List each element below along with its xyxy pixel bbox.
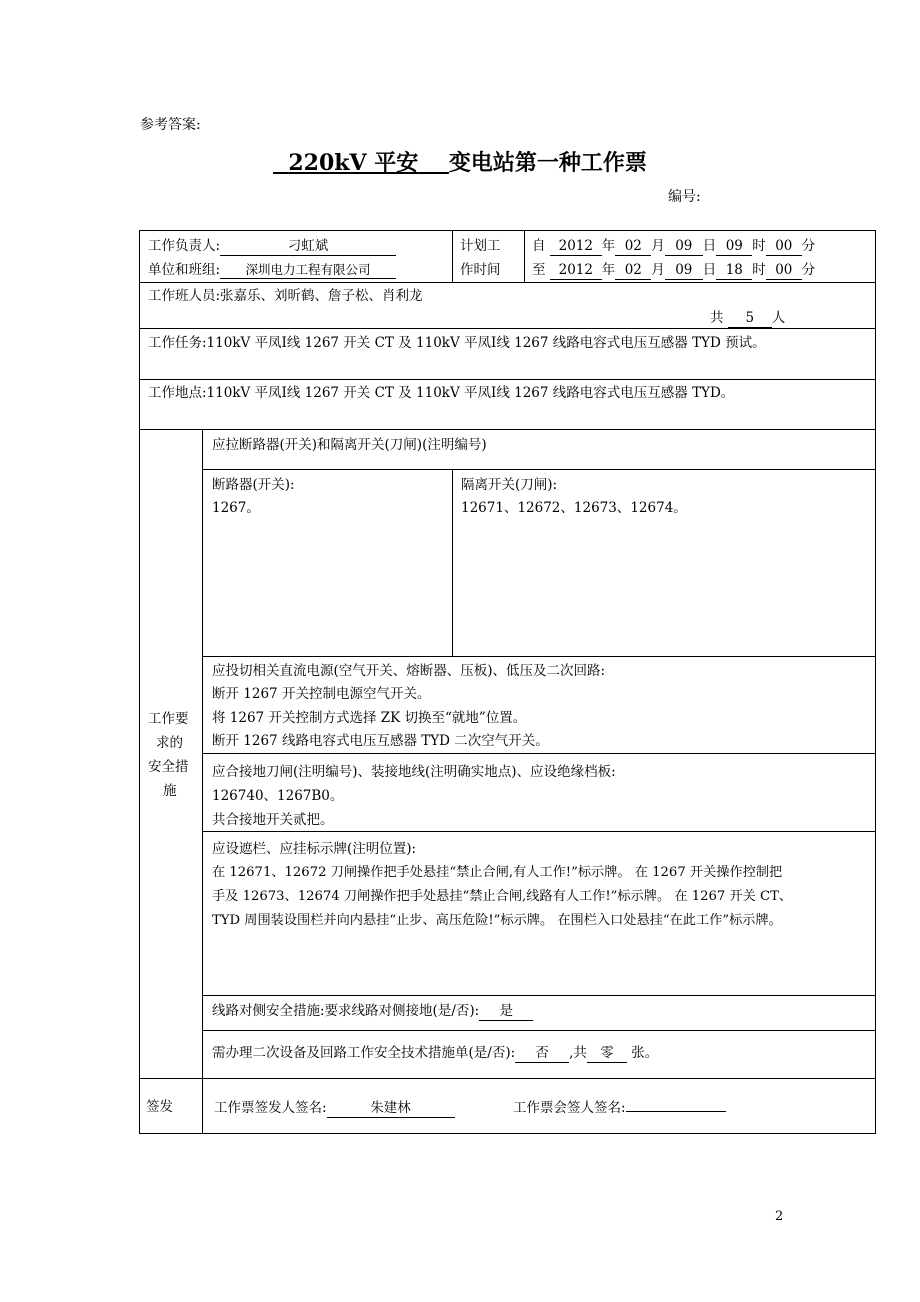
- breaker-label: 断路器(开关):: [212, 477, 295, 493]
- unit-hour: 时: [752, 262, 766, 278]
- ground-line-1: 126740、1267B0。: [212, 788, 344, 804]
- secondary-mid: ,共: [569, 1045, 587, 1061]
- signs-line-3: TYD 周围装设围栏并向内悬挂“止步、高压危险!”标示牌。 在围栏入口处悬挂“在此工作”标示牌。: [212, 913, 782, 928]
- ground-line-2: 共合接地开关贰把。: [212, 812, 334, 828]
- to-year: 2012: [550, 262, 602, 280]
- plan-time-from: [532, 236, 815, 256]
- sign-label: 签发: [146, 1099, 173, 1115]
- unit-hour: 时: [752, 238, 766, 254]
- unit-minute: 分: [801, 238, 816, 254]
- from-prefix: 自: [532, 238, 546, 254]
- responsible-value: 刁虹斌: [220, 238, 396, 256]
- header-note: 参考答案:: [140, 117, 201, 133]
- serial-label: 编号:: [668, 189, 701, 205]
- members-text: 工作班人员:张嘉乐、刘昕鹤、詹子松、肖利龙: [148, 288, 423, 304]
- members-total-value: 5: [728, 310, 772, 328]
- plan-time-label-1: 计划工: [460, 238, 501, 254]
- secondary-row: [212, 1043, 658, 1063]
- dc-line-3: 断开 1267 线路电容式电压互感器 TYD 二次空气开关。: [212, 733, 549, 749]
- unit-row: [148, 260, 396, 280]
- to-day: 09: [665, 262, 703, 280]
- line-ground-value: 是: [479, 1003, 533, 1021]
- safety-side-label-1: 工作要: [148, 711, 189, 727]
- responsible-label: 工作负责人:: [148, 238, 221, 254]
- isolator-label: 隔离开关(刀闸):: [461, 477, 558, 493]
- from-minute: 00: [766, 238, 802, 256]
- issuer-label: 工作票签发人签名:: [214, 1100, 327, 1116]
- ground-heading: 应合接地刀闸(注明编号)、装接地线(注明确实地点)、应设绝缘档板:: [212, 764, 616, 780]
- plan-time-to: [532, 260, 815, 280]
- plan-time-label-2: 作时间: [460, 262, 501, 278]
- to-minute: 00: [766, 262, 802, 280]
- title-station: 220kV 平安: [288, 150, 419, 176]
- safety-side-label-4: 施: [163, 783, 177, 799]
- secondary-suffix: 张。: [631, 1045, 659, 1061]
- unit-month: 月: [651, 238, 665, 254]
- unit-day: 日: [702, 238, 717, 254]
- breaker-value: 1267。: [212, 500, 260, 516]
- issuer-value: 朱建林: [327, 1100, 455, 1118]
- signs-line-2: 手及 12673、12674 刀闸操作把手处悬挂“禁止合闸,线路有人工作!”标示牌。 在 1267 开关 CT、: [212, 889, 793, 904]
- title-suffix: 变电站第一种工作票: [448, 150, 647, 176]
- secondary-count: 零: [587, 1045, 627, 1063]
- cosigner-row: [513, 1098, 726, 1118]
- from-hour: 09: [716, 238, 752, 256]
- dc-heading: 应投切相关直流电源(空气开关、熔断器、压板)、低压及二次回路:: [212, 663, 606, 679]
- secondary-label: 需办理二次设备及回路工作安全技术措施单(是/否):: [212, 1045, 516, 1061]
- unit-label: 单位和班组:: [148, 262, 221, 278]
- dc-line-2: 将 1267 开关控制方式选择 ZK 切换至“就地”位置。: [212, 710, 527, 726]
- page-number: 2: [775, 1209, 784, 1224]
- safety-side-label-3: 安全措: [148, 759, 189, 775]
- signs-heading: 应设遮栏、应挂标示牌(注明位置):: [212, 841, 417, 857]
- to-hour: 18: [716, 262, 752, 280]
- cosigner-label: 工作票会签人签名:: [513, 1100, 626, 1116]
- unit-value: 深圳电力工程有限公司: [220, 261, 396, 279]
- to-month: 02: [615, 262, 651, 280]
- members-total: [710, 308, 785, 328]
- safety-side-label-2: 求的: [156, 735, 183, 751]
- from-month: 02: [615, 238, 651, 256]
- responsible-row: [148, 236, 396, 256]
- unit-month: 月: [651, 262, 665, 278]
- location-text: 工作地点:110kV 平凤Ⅰ线 1267 开关 CT 及 110kV 平凤Ⅰ线 1267 线路电容式电压互感器 TYD。: [148, 385, 735, 401]
- members-total-suffix: 人: [771, 310, 786, 326]
- dc-line-1: 断开 1267 开关控制电源空气开关。: [212, 686, 431, 702]
- issuer-row: [214, 1098, 455, 1118]
- task-text: 工作任务:110kV 平凤Ⅰ线 1267 开关 CT 及 110kV 平凤Ⅰ线 1267 线路电容式电压互感器 TYD 预试。: [148, 335, 766, 351]
- breaker-heading: 应拉断路器(开关)和隔离开关(刀闸)(注明编号): [212, 437, 487, 453]
- unit-minute: 分: [801, 262, 816, 278]
- to-prefix: 至: [532, 262, 546, 278]
- members-total-prefix: 共: [710, 310, 724, 326]
- signs-line-1: 在 12671、12672 刀闸操作把手处悬挂“禁止合闸,有人工作!”标示牌。 在 1267 开关操作控制把: [212, 865, 783, 880]
- line-ground-label: 线路对侧安全措施:要求线路对侧接地(是/否):: [212, 1003, 480, 1019]
- unit-year: 年: [601, 262, 616, 278]
- page-title: [0, 146, 920, 177]
- secondary-value: 否: [515, 1045, 569, 1063]
- line-ground-row: [212, 1001, 533, 1021]
- from-year: 2012: [550, 238, 602, 256]
- from-day: 09: [665, 238, 703, 256]
- cosigner-value: [626, 1111, 726, 1112]
- unit-day: 日: [702, 262, 717, 278]
- unit-year: 年: [601, 238, 616, 254]
- isolator-value: 12671、12672、12673、12674。: [461, 500, 687, 516]
